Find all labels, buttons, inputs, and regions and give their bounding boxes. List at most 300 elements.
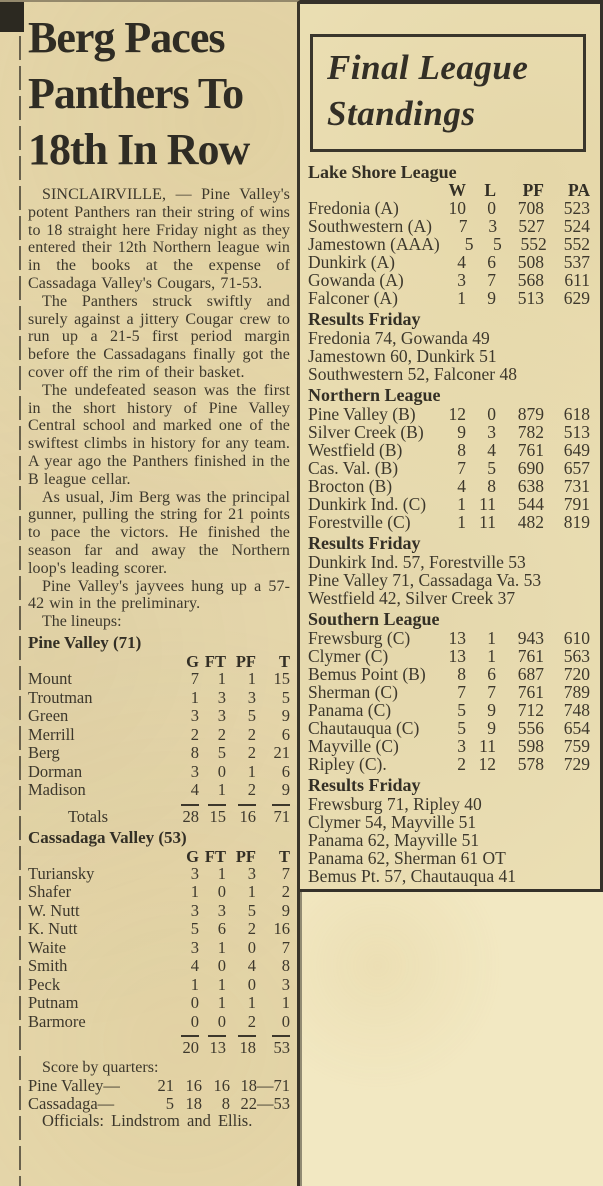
player-name: Mount: [28, 669, 73, 689]
boxscore-player-row: [28, 744, 290, 763]
column-header: T: [278, 652, 290, 672]
stat-cell: 1: [217, 780, 226, 800]
stat-cell: 1: [487, 628, 496, 648]
stat-cell: 6: [281, 761, 290, 781]
standings-row: [308, 477, 590, 495]
rule-mark: [208, 804, 226, 806]
stat-cell: 708: [517, 198, 544, 218]
stat-cell: 544: [517, 494, 544, 514]
stat-cell: 482: [517, 512, 544, 532]
column-header: W: [448, 180, 466, 200]
stat-cell: 9: [281, 780, 290, 800]
rule-mark: [181, 804, 199, 806]
stat-cell: 9: [487, 718, 496, 738]
stat-cell: 7: [487, 682, 496, 702]
team-name: Panama (C): [308, 700, 392, 720]
stat-cell: 638: [517, 476, 544, 496]
standings-row: [308, 235, 590, 253]
stat-cell: 1: [217, 937, 226, 957]
column-header: FT: [204, 652, 226, 672]
standings-row: [308, 683, 590, 701]
standings-title-box: [310, 34, 586, 152]
stat-cell: 654: [563, 718, 590, 738]
standings-row: [308, 755, 590, 773]
result-line: Panama 62, Mayville 51: [308, 830, 480, 850]
headline-line: Berg Paces: [28, 13, 225, 62]
team-name: Forestville (C): [308, 512, 411, 532]
stat-cell: 13: [448, 646, 466, 666]
stat-cell: 0: [487, 198, 496, 218]
column-header: T: [278, 846, 290, 866]
boxscore-header-row: [28, 848, 290, 865]
stat-cell: 1: [217, 863, 226, 883]
stat-cell: 13: [448, 628, 466, 648]
rule-cell: [226, 800, 256, 807]
headline-line: 18th In Row: [28, 125, 250, 174]
standings-row: [308, 513, 590, 531]
stat-cell: 5: [217, 743, 226, 763]
standings-title-line: Standings: [327, 94, 476, 133]
backing-paper: [300, 892, 603, 1186]
quarters-team: Pine Valley—: [28, 1076, 120, 1096]
stat-cell: 513: [517, 288, 544, 308]
stat-cell: 9: [281, 900, 290, 920]
standings-row: [308, 441, 590, 459]
quarters-row: [28, 1077, 290, 1095]
stat-cell: 1: [487, 646, 496, 666]
stat-cell: 537: [563, 252, 590, 272]
stat-cell: 1: [457, 288, 466, 308]
standings-row: [308, 647, 590, 665]
officials-line: Officials: Lindstrom and Ellis.: [42, 1111, 253, 1131]
team-name: Pine Valley (B): [308, 404, 416, 424]
quarter-cell: 16: [185, 1076, 202, 1096]
stat-cell: 8: [190, 743, 199, 763]
total-cell: 20: [182, 1038, 199, 1058]
total-cell: 53: [273, 1038, 290, 1058]
section-heading: Lake Shore League: [308, 162, 457, 182]
team-heading: Cassadaga Valley (53): [28, 827, 187, 847]
quarter-cell: 21: [157, 1076, 174, 1096]
standings-row: [308, 495, 590, 513]
stat-cell: 729: [563, 754, 590, 774]
standings-row: [308, 665, 590, 683]
quarter-cell: 16: [213, 1076, 230, 1096]
stat-cell: 578: [517, 754, 544, 774]
stat-cell: 791: [563, 494, 590, 514]
player-name: Shafer: [28, 882, 72, 902]
result-line: Fredonia 74, Gowanda 49: [308, 328, 490, 348]
clipping-edge-mark: [0, 2, 24, 32]
rule-mark: [238, 1035, 256, 1037]
stat-cell: 2: [247, 1011, 256, 1031]
stat-cell: 11: [479, 512, 496, 532]
stat-cell: 524: [563, 216, 590, 236]
stat-cell: 1: [457, 494, 466, 514]
stat-cell: 879: [517, 404, 544, 424]
stat-cell: 7: [190, 669, 199, 689]
team-name: Ripley (C).: [308, 754, 387, 774]
result-line: Jamestown 60, Dunkirk 51: [308, 346, 497, 366]
stat-cell: 3: [217, 900, 226, 920]
quarter-cell: 8: [221, 1093, 230, 1113]
stat-cell: 1: [247, 669, 256, 689]
stat-cell: 3: [281, 974, 290, 994]
quarter-cell: 18—71: [240, 1076, 290, 1096]
player-name: Putnam: [28, 993, 79, 1013]
rule-cell: [199, 800, 226, 807]
standings-row: [308, 217, 590, 235]
stat-cell: 552: [563, 234, 590, 254]
stat-cell: 1: [190, 687, 199, 707]
column-header: PF: [522, 180, 544, 200]
stat-cell: 610: [563, 628, 590, 648]
quarters-team: Cassadaga—: [28, 1093, 115, 1113]
stat-cell: 0: [190, 993, 199, 1013]
stat-cell: 5: [190, 919, 199, 939]
column-header: L: [484, 180, 496, 200]
stat-cell: 1: [190, 974, 199, 994]
boxscore-player-row: [28, 707, 290, 726]
column-header: G: [186, 846, 199, 866]
stat-cell: 3: [190, 863, 199, 883]
left-article-clipping: [0, 0, 300, 1186]
stat-cell: 6: [217, 919, 226, 939]
boxscore-player-row: [28, 670, 290, 689]
rule-cell: [256, 1031, 290, 1038]
totals-rule-row: [28, 800, 290, 807]
stat-cell: 6: [281, 724, 290, 744]
stat-cell: 819: [563, 512, 590, 532]
stat-cell: 1: [247, 882, 256, 902]
team-name: Mayville (C): [308, 736, 399, 756]
stat-cell: 748: [563, 700, 590, 720]
team-name: Brocton (B): [308, 476, 393, 496]
result-line: Dunkirk Ind. 57, Forestville 53: [308, 552, 526, 572]
quarters-row: [28, 1095, 290, 1113]
player-name: K. Nutt: [28, 919, 78, 939]
stat-cell: 720: [563, 664, 590, 684]
column-header: PF: [235, 846, 256, 866]
stat-cell: 4: [487, 440, 496, 460]
boxscore-player-row: [28, 781, 290, 800]
stat-cell: 1: [190, 882, 199, 902]
stat-cell: 731: [563, 476, 590, 496]
rule-mark: [238, 804, 256, 806]
standings-clipping: [300, 0, 603, 892]
standings-row: [308, 271, 590, 289]
stat-cell: 1: [247, 993, 256, 1013]
team-name: Jamestown (AAA): [308, 234, 440, 254]
boxscore-player-row: [28, 957, 290, 976]
total-cell: 71: [273, 806, 290, 826]
stat-cell: 12: [448, 404, 466, 424]
player-name: Peck: [28, 974, 61, 994]
team-name: Falconer (A): [308, 288, 398, 308]
stat-cell: 690: [517, 458, 544, 478]
stat-cell: 687: [517, 664, 544, 684]
stat-cell: 4: [190, 956, 199, 976]
team-name: Silver Creek (B): [308, 422, 424, 442]
player-name: Green: [28, 706, 69, 726]
stat-cell: 9: [487, 288, 496, 308]
stat-cell: 789: [563, 682, 590, 702]
team-name: Dunkirk (A): [308, 252, 395, 272]
stat-cell: 8: [457, 440, 466, 460]
total-cell: 28: [182, 806, 199, 826]
rule-cell: [169, 1031, 199, 1038]
stat-cell: 2: [247, 743, 256, 763]
stat-cell: 7: [281, 937, 290, 957]
stat-cell: 21: [273, 743, 290, 763]
stat-cell: 3: [190, 900, 199, 920]
stat-cell: 9: [457, 422, 466, 442]
standings-row: [308, 737, 590, 755]
boxscore-player-row: [28, 902, 290, 921]
team-name: Westfield (B): [308, 440, 403, 460]
section-heading: Results Friday: [308, 533, 421, 553]
boxscore-player-row: [28, 939, 290, 958]
stat-cell: 649: [563, 440, 590, 460]
stat-cell: 5: [487, 458, 496, 478]
article-paragraph: The Panthers struck swiftly and surely against a jittery Cougar crew to run up a 21-5 first period margin before the Cassadagans finally got the cover off the rim of their basket.: [28, 292, 290, 381]
stat-cell: 0: [247, 974, 256, 994]
stat-cell: 508: [517, 252, 544, 272]
team-name: Bemus Point (B): [308, 664, 426, 684]
stat-cell: 1: [217, 993, 226, 1013]
result-line: Pine Valley 71, Cassadaga Va. 53: [308, 570, 542, 590]
boxscore-player-row: [28, 865, 290, 884]
lineups-label: The lineups:: [42, 613, 122, 631]
stat-cell: 657: [563, 458, 590, 478]
stat-cell: 6: [487, 252, 496, 272]
team-name: Sherman (C): [308, 682, 398, 702]
score-by-quarters: [28, 1077, 290, 1112]
total-cell: 13: [209, 1038, 226, 1058]
standings-row: [308, 289, 590, 307]
boxscore-totals-row: [28, 807, 290, 826]
stat-cell: 0: [190, 1011, 199, 1031]
boxscore-player-row: [28, 994, 290, 1013]
team-name: Clymer (C): [308, 646, 389, 666]
article-paragraph: Pine Valley's jayvees hung up a 57-42 win in the preliminary.: [28, 577, 290, 613]
team-name: Chautauqua (C): [308, 718, 420, 738]
team-heading: Pine Valley (71): [28, 633, 142, 653]
stat-cell: 556: [517, 718, 544, 738]
team-name: Southwestern (A): [308, 216, 432, 236]
rule-cell: [199, 1031, 226, 1038]
stat-cell: 8: [487, 476, 496, 496]
stat-cell: 0: [217, 761, 226, 781]
team-name: Dunkirk Ind. (C): [308, 494, 427, 514]
stat-cell: 8: [281, 956, 290, 976]
stat-cell: 527: [518, 216, 545, 236]
player-name: W. Nutt: [28, 900, 80, 920]
stat-cell: 759: [563, 736, 590, 756]
stat-cell: 15: [273, 669, 290, 689]
standings-row: [308, 423, 590, 441]
stat-cell: 611: [564, 270, 590, 290]
boxscore-header-row: [28, 653, 290, 670]
stat-cell: 761: [517, 440, 544, 460]
player-name: Merrill: [28, 724, 75, 744]
article-paragraph: The undefeated season was the first in the short history of Pine Valley Central school and marked one of the swiftest climbs in history for any team. A year ago the Panthers finished in the B league cellar.: [28, 381, 290, 488]
stat-cell: 5: [457, 700, 466, 720]
player-name: Berg: [28, 743, 60, 763]
quarter-cell: 5: [165, 1093, 174, 1113]
stat-cell: 3: [190, 706, 199, 726]
section-heading: Results Friday: [308, 309, 421, 329]
stat-cell: 563: [563, 646, 590, 666]
stat-cell: 598: [517, 736, 544, 756]
rule-cell: [226, 1031, 256, 1038]
score-by-quarters-label: Score by quarters:: [42, 1059, 159, 1077]
stat-cell: 618: [563, 404, 590, 424]
rule-cell: [256, 800, 290, 807]
team-name: Cas. Val. (B): [308, 458, 399, 478]
stat-cell: 0: [281, 1011, 290, 1031]
rule-mark: [272, 1035, 290, 1037]
player-name: Waite: [28, 937, 67, 957]
stat-cell: 5: [281, 687, 290, 707]
rule-mark: [272, 804, 290, 806]
total-cell: 18: [239, 1038, 256, 1058]
player-name: Troutman: [28, 687, 93, 707]
stat-cell: 712: [517, 700, 544, 720]
stat-cell: 11: [479, 736, 496, 756]
stat-cell: 3: [457, 270, 466, 290]
boxscore-player-row: [28, 883, 290, 902]
boxscore-player-row: [28, 1013, 290, 1032]
boxscore-player-row: [28, 920, 290, 939]
result-line: Westfield 42, Silver Creek 37: [308, 588, 516, 608]
total-cell: 15: [209, 806, 226, 826]
article-paragraph: SINCLAIRVILLE, — Pine Valley's potent Panthers ran their string of wins to 18 straight here Friday night as they entered their 12th Northern league win in the books at the expense of Cassadaga Valley's Cougars, 71-53.: [28, 186, 290, 292]
boxscore-player-row: [28, 763, 290, 782]
stat-cell: 1: [217, 669, 226, 689]
stat-cell: 3: [488, 216, 498, 236]
stat-cell: 1: [457, 512, 466, 532]
article-headline: [28, 10, 290, 178]
stat-cell: 2: [217, 724, 226, 744]
stat-cell: 629: [563, 288, 590, 308]
result-line: Panama 62, Sherman 61 OT: [308, 848, 506, 868]
standings-row: [308, 629, 590, 647]
headline-line: Panthers To: [28, 69, 244, 118]
stat-cell: 523: [563, 198, 590, 218]
player-name: Madison: [28, 780, 86, 800]
section-heading: Results Friday: [308, 775, 421, 795]
player-name: Smith: [28, 956, 68, 976]
clipping-left-edge-rule: [19, 30, 21, 1186]
stat-cell: 10: [448, 198, 466, 218]
section-heading: Southern League: [308, 609, 440, 629]
boxscore-player-row: [28, 689, 290, 708]
result-line: Clymer 54, Mayville 51: [308, 812, 477, 832]
totals-rule-row: [28, 1031, 290, 1038]
league-sections: [300, 158, 600, 885]
total-cell: 16: [239, 806, 256, 826]
stat-cell: 3: [217, 687, 226, 707]
stat-cell: 5: [247, 900, 256, 920]
stat-cell: 1: [247, 761, 256, 781]
stat-cell: 2: [247, 780, 256, 800]
stat-cell: 11: [479, 494, 496, 514]
standings-row: [308, 405, 590, 423]
stat-cell: 5: [247, 706, 256, 726]
boxscores: [28, 633, 290, 1057]
stat-cell: 1: [217, 974, 226, 994]
stat-cell: 7: [458, 216, 468, 236]
stat-cell: 568: [517, 270, 544, 290]
stat-cell: 7: [457, 458, 466, 478]
player-name: Barmore: [28, 1011, 86, 1031]
standings-row: [308, 253, 590, 271]
column-header: PF: [235, 652, 256, 672]
stat-cell: 5: [457, 718, 466, 738]
standings-row: [308, 199, 590, 217]
result-line: Southwestern 52, Falconer 48: [308, 364, 517, 384]
result-line: Frewsburg 71, Ripley 40: [308, 794, 482, 814]
player-name: Dorman: [28, 761, 83, 781]
player-name: Turiansky: [28, 863, 95, 883]
stat-cell: 2: [457, 754, 466, 774]
rule-mark: [208, 1035, 226, 1037]
rule-mark: [181, 1035, 199, 1037]
rule-cell: [169, 800, 199, 807]
team-name: Fredonia (A): [308, 198, 399, 218]
stat-cell: 5: [464, 234, 474, 254]
standings-row: [308, 701, 590, 719]
stat-cell: 4: [457, 252, 466, 272]
stat-cell: 943: [517, 628, 544, 648]
stat-cell: 513: [563, 422, 590, 442]
stat-cell: 761: [517, 682, 544, 702]
stat-cell: 0: [217, 1011, 226, 1031]
stat-cell: 3: [190, 761, 199, 781]
standings-row: [308, 459, 590, 477]
team-name: Frewsburg (C): [308, 628, 411, 648]
team-name: Gowanda (A): [308, 270, 404, 290]
stat-cell: 3: [217, 706, 226, 726]
stat-cell: 0: [217, 882, 226, 902]
stat-cell: 0: [217, 956, 226, 976]
stat-cell: 3: [247, 687, 256, 707]
stat-cell: 1: [281, 993, 290, 1013]
stat-cell: 2: [247, 919, 256, 939]
stat-cell: 782: [517, 422, 544, 442]
boxscore-player-row: [28, 976, 290, 995]
stat-cell: 552: [520, 234, 547, 254]
boxscore-table: [28, 633, 290, 826]
stat-cell: 5: [492, 234, 502, 254]
stat-cell: 0: [487, 404, 496, 424]
stat-cell: 2: [247, 724, 256, 744]
stat-cell: 3: [487, 422, 496, 442]
stat-cell: 16: [273, 919, 290, 939]
column-header: G: [186, 652, 199, 672]
boxscore-player-row: [28, 726, 290, 745]
article-body: [28, 186, 290, 613]
standings-title-line: Final League: [327, 48, 529, 87]
quarter-cell: 22—53: [240, 1093, 290, 1113]
stat-cell: 4: [247, 956, 256, 976]
stat-cell: 9: [487, 700, 496, 720]
stat-cell: 12: [478, 754, 496, 774]
stat-cell: 2: [190, 724, 199, 744]
standings-row: [308, 719, 590, 737]
stat-cell: 3: [190, 937, 199, 957]
